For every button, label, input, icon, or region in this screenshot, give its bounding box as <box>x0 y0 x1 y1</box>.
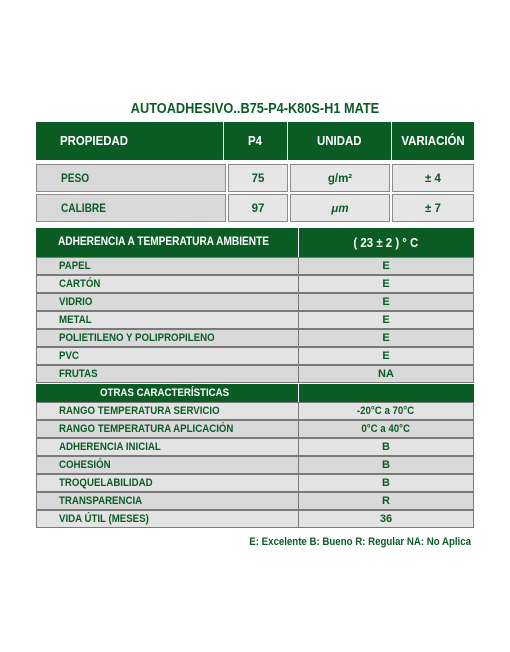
table-row <box>36 474 474 492</box>
cell-variation: ± 4 <box>392 164 474 192</box>
row-value: -20°C a 70°C <box>298 402 474 420</box>
adhesion-header-temperature: ( 23 ± 2 ) ° C <box>353 235 419 250</box>
row-value: R <box>298 492 474 510</box>
table-row <box>36 194 472 222</box>
header-propiedad: PROPIEDAD <box>60 133 129 148</box>
row-label: ADHERENCIA INICIAL <box>36 438 299 456</box>
row-label: FRUTAS <box>36 365 299 383</box>
subheader-empty-cell <box>298 384 474 402</box>
table-row <box>36 257 474 275</box>
table-row <box>36 365 474 383</box>
row-label: VIDA ÚTIL (MESES) <box>36 510 299 528</box>
subheader-label: OTRAS CARACTERÍSTICAS <box>36 384 299 402</box>
table-row <box>36 492 474 510</box>
table-row <box>36 402 474 420</box>
cell-value: 75 <box>228 164 288 192</box>
row-value: B <box>298 474 474 492</box>
row-label: RANGO TEMPERATURA APLICACIÓN <box>36 420 299 438</box>
row-value: E <box>298 329 474 347</box>
row-value: E <box>298 347 474 365</box>
row-label: TRANSPARENCIA <box>36 492 299 510</box>
table-row <box>36 164 472 192</box>
row-label: PVC <box>36 347 299 365</box>
cell-property: CALIBRE <box>36 194 226 222</box>
cell-variation: ± 7 <box>392 194 474 222</box>
row-label: PAPEL <box>36 257 299 275</box>
adhesion-header-label: ADHERENCIA A TEMPERATURA AMBIENTE <box>58 236 270 248</box>
row-value: E <box>298 257 474 275</box>
row-value: E <box>298 275 474 293</box>
cell-unit: μm <box>290 194 390 222</box>
row-value: 0°C a 40°C <box>298 420 474 438</box>
table-row <box>36 329 474 347</box>
table-row <box>36 293 474 311</box>
row-label: METAL <box>36 311 299 329</box>
other-characteristics-header <box>36 384 474 402</box>
row-value: 36 <box>298 510 474 528</box>
cell-value: 97 <box>228 194 288 222</box>
cell-unit: g/m² <box>290 164 390 192</box>
rating-legend: E: Excelente B: Bueno R: Regular NA: No Aplica <box>249 536 471 548</box>
row-value: NA <box>298 365 474 383</box>
header-unidad: UNIDAD <box>316 133 362 148</box>
table-row <box>36 311 474 329</box>
properties-table-header <box>36 122 474 160</box>
row-label: POLIETILENO Y POLIPROPILENO <box>36 329 299 347</box>
table-row <box>36 456 474 474</box>
table-row <box>36 420 474 438</box>
row-label: TROQUELABILIDAD <box>36 474 299 492</box>
table-row <box>36 275 474 293</box>
header-p4: P4 <box>248 133 262 148</box>
row-value: B <box>298 438 474 456</box>
table-row <box>36 438 474 456</box>
row-label: COHESIÓN <box>36 456 299 474</box>
row-value: E <box>298 293 474 311</box>
table-row <box>36 510 474 528</box>
cell-property: PESO <box>36 164 226 192</box>
row-value: E <box>298 311 474 329</box>
row-label: CARTÓN <box>36 275 299 293</box>
adhesion-header <box>36 228 474 257</box>
row-label: RANGO TEMPERATURA SERVICIO <box>36 402 299 420</box>
document-title: AUTOADHESIVO..B75-P4-K80S-H1 MATE <box>130 101 380 117</box>
table-row <box>36 347 474 365</box>
header-variacion: VARIACIÓN <box>400 133 465 148</box>
row-label: VIDRIO <box>36 293 299 311</box>
row-value: B <box>298 456 474 474</box>
